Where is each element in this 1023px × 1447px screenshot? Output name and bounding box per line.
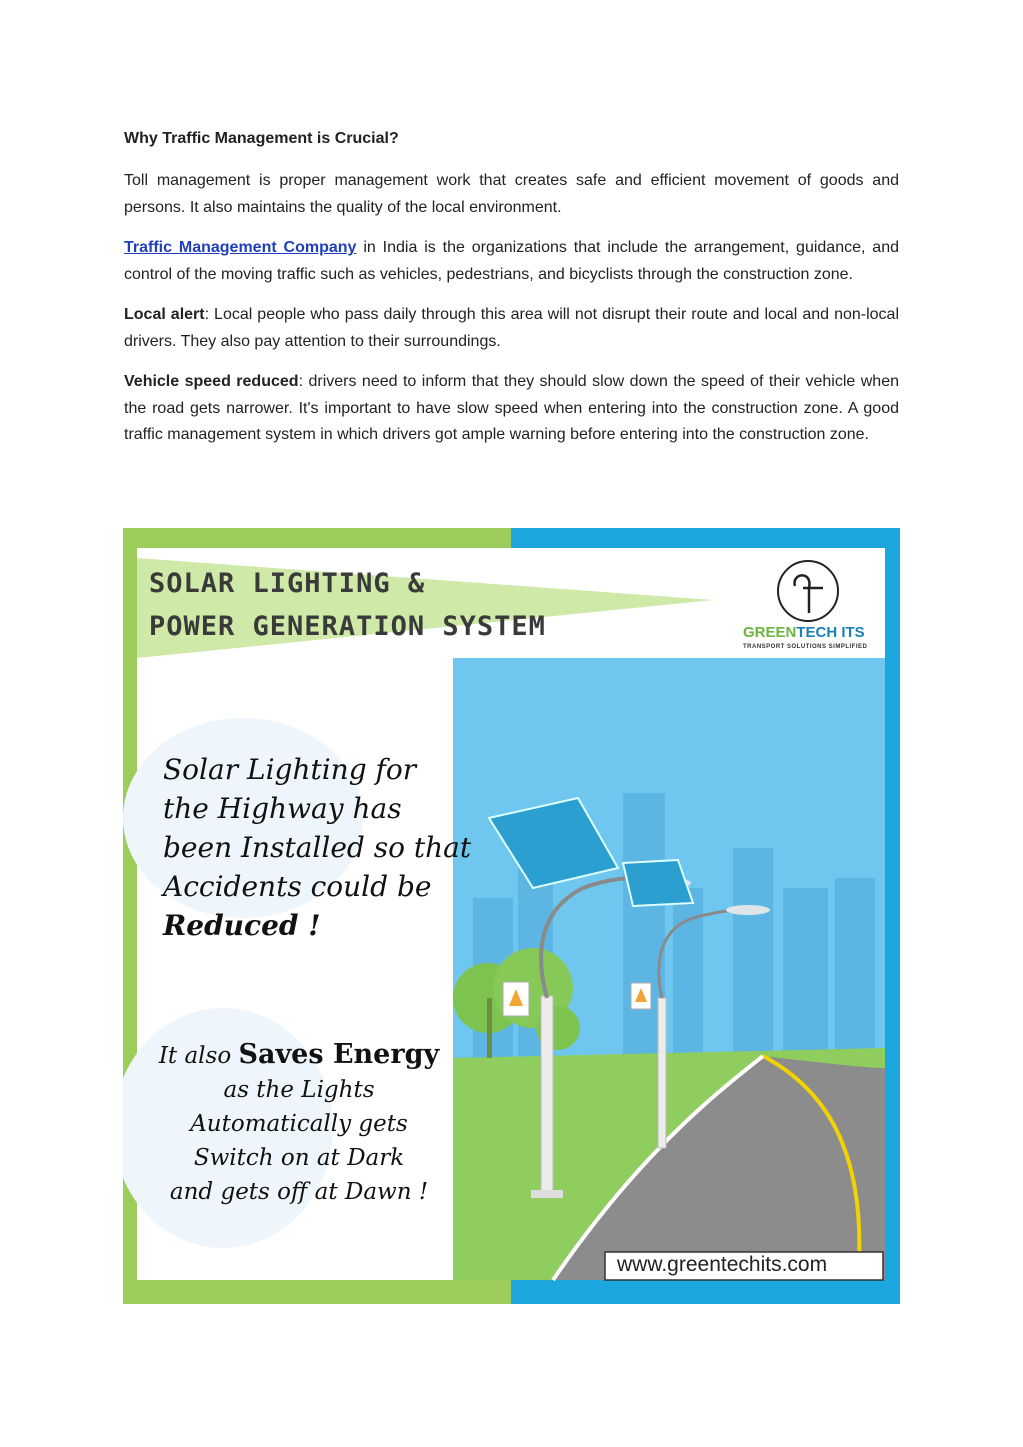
- brand-green: GREEN: [743, 624, 797, 641]
- local-alert-text: : Local people who pass daily through this area will not disrupt their route and local and non-local drivers. They also pay attention to their surroundings.: [124, 306, 900, 350]
- traffic-management-company-link[interactable]: Traffic Management Company: [124, 239, 357, 256]
- message-accidents: [163, 750, 471, 945]
- message-line: Switch on at Dark: [193, 1145, 405, 1171]
- website-url: www.greentechits.com: [617, 1253, 828, 1276]
- poster-title-line1: SOLAR LIGHTING &: [149, 568, 426, 599]
- brand-tagline: TRANSPORT SOLUTIONS SIMPLIFIED: [743, 644, 868, 650]
- message-prefix: It also: [158, 1043, 239, 1069]
- poster-title-line2: POWER GENERATION SYSTEM: [149, 611, 546, 642]
- message-line: Accidents could be: [163, 870, 432, 903]
- paragraph-local-alert: [124, 302, 899, 355]
- paragraph-company: [124, 235, 899, 288]
- brand-name: [743, 624, 865, 641]
- paragraph-intro: Toll management is proper management work that creates safe and efficient movement of goods and persons. It also maintains the quality of the local environment.: [124, 172, 899, 216]
- message-line: [149, 1038, 449, 1073]
- message-line: and gets off at Dawn !: [169, 1179, 429, 1205]
- article: [124, 126, 899, 463]
- speed-reduced-text: : drivers need to inform that they should slow down the speed of their vehicle when the road gets narrower. It's important to have slow speed when entering into the construction zone. A good traffic management system in which drivers got ample warning before entering into the construction zone.: [124, 373, 900, 443]
- message-line: the Highway has: [163, 792, 402, 825]
- message-line: Solar Lighting for: [163, 753, 417, 786]
- poster-title: [149, 562, 546, 648]
- message-line: as the Lights: [223, 1077, 375, 1103]
- message-line: Reduced !: [163, 909, 321, 942]
- brand-blue: TECH ITS: [796, 624, 865, 641]
- article-heading: Why Traffic Management is Crucial?: [124, 130, 399, 147]
- message-energy: [149, 1038, 449, 1209]
- local-alert-label: Local alert: [124, 306, 205, 323]
- paragraph-company-text: in India is the organizations that include the arrangement, guidance, and control of the moving traffic such as vehicles, pedestrians, and bicyclists through the construction zone.: [124, 239, 899, 283]
- message-line: Automatically gets: [190, 1111, 408, 1137]
- paragraph-speed-reduced: [124, 369, 899, 449]
- message-emphasis: Saves Energy: [238, 1039, 440, 1070]
- speed-reduced-label: Vehicle speed reduced: [124, 373, 299, 390]
- message-line: been Installed so that: [163, 831, 472, 864]
- solar-lighting-poster: [123, 528, 900, 1304]
